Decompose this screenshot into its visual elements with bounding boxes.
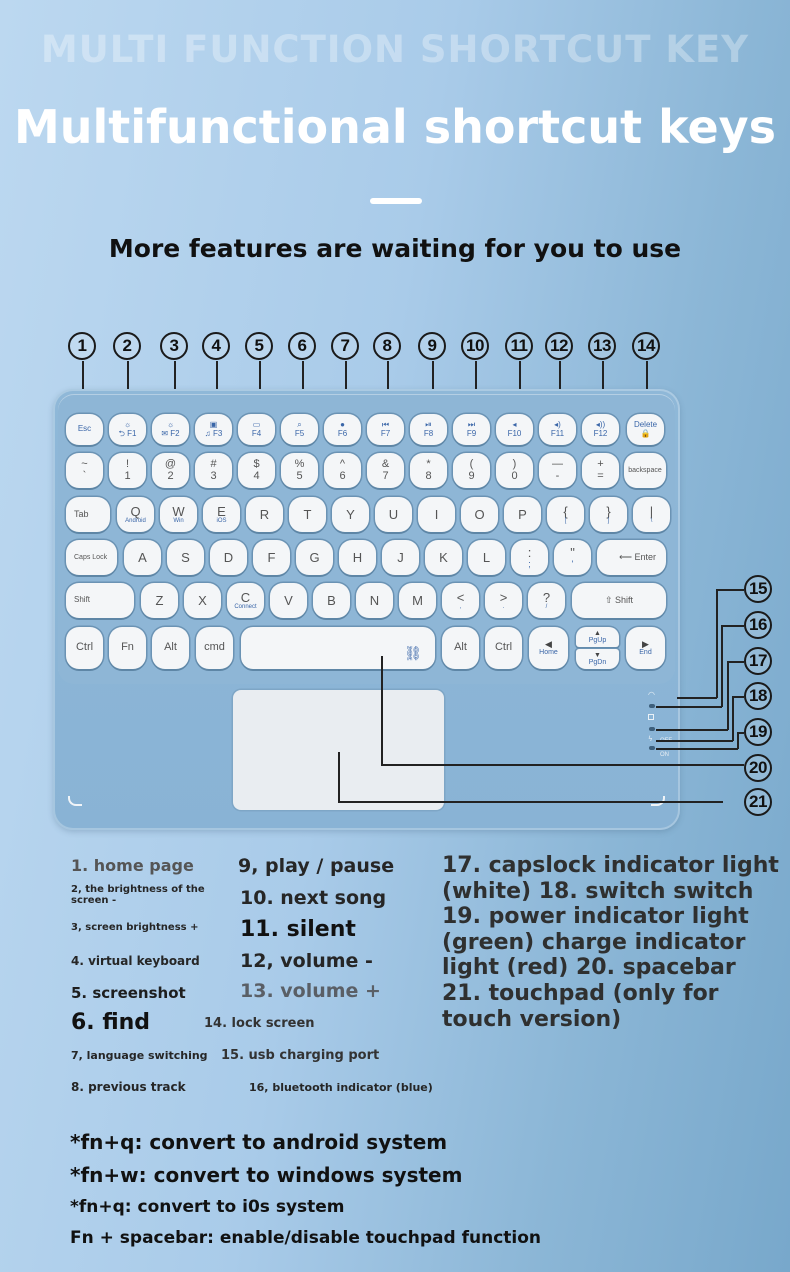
leader-20-v bbox=[381, 656, 383, 765]
key-top-label: % bbox=[294, 457, 305, 470]
leader-17-v bbox=[727, 661, 729, 730]
key-fn-12[interactable] bbox=[582, 414, 619, 445]
legend-item-16: 16, bluetooth indicator (blue) bbox=[249, 1081, 433, 1094]
key-fn-bottom-label: 🔒 bbox=[640, 428, 651, 438]
leader-17-h bbox=[727, 661, 744, 663]
key-a-6[interactable] bbox=[382, 540, 419, 575]
key-main-label: R bbox=[259, 506, 270, 522]
key-bottom-label: 2 bbox=[167, 469, 174, 482]
key-sub-label: iOS bbox=[216, 518, 227, 525]
key-main-label: } bbox=[606, 503, 611, 519]
key-main-label: E bbox=[217, 503, 226, 519]
legend-item-9: 9, play / pause bbox=[238, 855, 395, 877]
key-fn-top-label: ▭ bbox=[252, 420, 261, 430]
callout-11: 11 bbox=[505, 332, 533, 360]
key-z-8[interactable] bbox=[485, 583, 522, 618]
key-fn-11[interactable] bbox=[539, 414, 576, 445]
key-q-0[interactable] bbox=[117, 497, 154, 532]
callout-2: 2 bbox=[113, 332, 141, 360]
key-main-label: " bbox=[570, 544, 575, 560]
key-fn-9[interactable] bbox=[453, 414, 490, 445]
legend-item-6: 6. find bbox=[71, 1010, 151, 1035]
legend-item-10: 10. next song bbox=[240, 887, 387, 909]
key-main-label: D bbox=[223, 549, 234, 565]
key-fn-8[interactable] bbox=[410, 414, 447, 445]
right-arrow-icon: ▶ bbox=[642, 638, 649, 649]
leader-21 bbox=[338, 801, 723, 803]
key-fn-5[interactable] bbox=[281, 414, 318, 445]
key-bottom-label: 1 bbox=[124, 469, 131, 482]
key-home[interactable] bbox=[529, 627, 568, 669]
legend-item-2: 2, the brightness of the screen - bbox=[71, 884, 205, 906]
key-a-4[interactable] bbox=[296, 540, 333, 575]
switch-on-label: ON bbox=[660, 752, 669, 758]
key-top-label: ( bbox=[469, 457, 474, 470]
key-label: Home bbox=[539, 649, 558, 657]
key-bottom-label: 6 bbox=[339, 469, 346, 482]
key-q-10[interactable] bbox=[547, 497, 584, 532]
callout-18: 18 bbox=[744, 682, 772, 710]
key-sub-label: [ bbox=[564, 518, 567, 525]
key-label: Ctrl bbox=[494, 641, 513, 654]
legend-item-14: 14. lock screen bbox=[204, 1016, 315, 1031]
key-label: Tab bbox=[74, 508, 89, 519]
legend-item-15: 15. usb charging port bbox=[221, 1048, 380, 1063]
key-q-11[interactable] bbox=[590, 497, 627, 532]
key-z-2[interactable] bbox=[227, 583, 264, 618]
key-capslock[interactable] bbox=[66, 540, 117, 575]
key-bottom-label: - bbox=[555, 469, 560, 482]
key-num-12[interactable] bbox=[582, 453, 619, 488]
page-subtitle: More features are waiting for you to use bbox=[108, 234, 682, 263]
key-fn-top-label: ◂ bbox=[512, 420, 517, 430]
key-fn-top-label: ▣ bbox=[209, 420, 218, 430]
key-fn-top-label: ⏭ bbox=[467, 420, 476, 430]
callout-13: 13 bbox=[588, 332, 616, 360]
key-top-label: ! bbox=[125, 457, 130, 470]
bluetooth-icon: ◠ bbox=[648, 690, 655, 699]
key-main-label: Y bbox=[346, 506, 355, 522]
key-main-label: | bbox=[649, 503, 654, 519]
key-label: cmd bbox=[204, 641, 225, 654]
key-main-label: Q bbox=[130, 503, 141, 519]
indicator-led bbox=[649, 727, 655, 731]
key-main-label: B bbox=[327, 592, 336, 608]
key-a-3[interactable] bbox=[253, 540, 290, 575]
key-a-7[interactable] bbox=[425, 540, 462, 575]
key-bottom-label: 8 bbox=[425, 469, 432, 482]
leader-20 bbox=[381, 764, 744, 766]
leader-15-v bbox=[716, 589, 718, 698]
key-z-4[interactable] bbox=[313, 583, 350, 618]
legend-item-4: 4. virtual keyboard bbox=[71, 954, 200, 968]
key-sub-label: \ bbox=[650, 518, 653, 525]
key-z-6[interactable] bbox=[399, 583, 436, 618]
key-fn-0[interactable] bbox=[66, 414, 103, 445]
key-num-1[interactable] bbox=[109, 453, 146, 488]
capslock-indicator-icon bbox=[648, 714, 654, 720]
key-num-6[interactable] bbox=[324, 453, 361, 488]
key-fn-top-label: ⏮ bbox=[381, 420, 390, 430]
callout-17: 17 bbox=[744, 647, 772, 675]
key-label: Ctrl bbox=[75, 641, 94, 654]
legend-item-8: 8. previous track bbox=[71, 1080, 186, 1094]
key-main-label: ? bbox=[542, 589, 551, 605]
key-main-label: T bbox=[303, 506, 312, 522]
callout-10: 10 bbox=[461, 332, 489, 360]
leader-18 bbox=[656, 740, 733, 742]
leader-19 bbox=[656, 748, 738, 750]
key-top-label: $ bbox=[253, 457, 260, 470]
leader-19-v bbox=[737, 732, 739, 749]
power-icon: ϟ bbox=[648, 735, 653, 743]
callout-5: 5 bbox=[245, 332, 273, 360]
key-a-1[interactable] bbox=[167, 540, 204, 575]
key-main-label: C bbox=[240, 589, 251, 605]
callout-7: 7 bbox=[331, 332, 359, 360]
key-fn-bottom-label: F10 bbox=[507, 428, 522, 438]
key-main-label: S bbox=[181, 549, 190, 565]
key-a-5[interactable] bbox=[339, 540, 376, 575]
key-fn-top-label: ⌕ bbox=[297, 420, 302, 430]
legend-item-11: 11. silent bbox=[240, 917, 356, 942]
note-android: *fn+q: convert to android system bbox=[70, 1130, 448, 1154]
up-arrow-icon: ▲ bbox=[594, 629, 601, 637]
legend-item-5: 5. screenshot bbox=[71, 984, 186, 1002]
key-z-0[interactable] bbox=[141, 583, 178, 618]
key-a-10[interactable] bbox=[554, 540, 591, 575]
key-z-5[interactable] bbox=[356, 583, 393, 618]
key-top-label: ~ bbox=[81, 457, 88, 470]
key-label: backspace bbox=[628, 466, 662, 474]
key-main-label: I bbox=[434, 506, 439, 522]
key-main-label: A bbox=[138, 549, 147, 565]
leader-16-v bbox=[721, 625, 723, 707]
key-q-9[interactable] bbox=[504, 497, 541, 532]
key-num-9[interactable] bbox=[453, 453, 490, 488]
key-fn-bottom-label: F6 bbox=[337, 428, 348, 438]
left-arrow-icon: ◀ bbox=[545, 638, 552, 649]
leader-15-h bbox=[716, 589, 744, 591]
key-num-0[interactable] bbox=[66, 453, 103, 488]
callout-12: 12 bbox=[545, 332, 573, 360]
note-windows: *fn+w: convert to windows system bbox=[70, 1163, 463, 1187]
key-label: Alt bbox=[164, 641, 177, 654]
key-fn-top-label: ● bbox=[340, 420, 345, 430]
key-fn-bottom-label: F12 bbox=[593, 428, 608, 438]
key-fn-top-label: ◂)) bbox=[595, 420, 606, 430]
key-alt-r[interactable] bbox=[442, 627, 479, 669]
key-num-3[interactable] bbox=[195, 453, 232, 488]
legend-item-3: 3, screen brightness + bbox=[71, 922, 199, 933]
key-sub-label: , bbox=[459, 604, 462, 611]
key-top-label: ) bbox=[512, 457, 517, 470]
key-fn-top-label: ☼ bbox=[166, 420, 175, 430]
leader-18-v bbox=[732, 696, 734, 741]
key-sub-label: / bbox=[545, 604, 548, 611]
key-num-5[interactable] bbox=[281, 453, 318, 488]
key-fn-bottom-label: Esc bbox=[77, 424, 92, 434]
key-main-label: O bbox=[474, 506, 485, 522]
callout-20: 20 bbox=[744, 754, 772, 782]
usb-port bbox=[649, 704, 655, 708]
key-fn-2[interactable] bbox=[152, 414, 189, 445]
key-label: PgDn bbox=[588, 659, 607, 666]
callout-14: 14 bbox=[632, 332, 660, 360]
page-title: Multifunctional shortcut keys bbox=[13, 100, 777, 154]
key-fn-bottom-label: ♫ F3 bbox=[204, 428, 223, 438]
key-top-label: * bbox=[426, 457, 431, 470]
key-q-6[interactable] bbox=[375, 497, 412, 532]
key-top-label: @ bbox=[164, 457, 177, 470]
key-num-10[interactable] bbox=[496, 453, 533, 488]
key-alt[interactable] bbox=[152, 627, 189, 669]
key-fn-bottom-label: ⮌ F1 bbox=[118, 428, 137, 438]
legend-item-1: 1. home page bbox=[71, 856, 194, 875]
link-icon: ⛓ bbox=[404, 644, 422, 661]
key-z-9[interactable] bbox=[528, 583, 565, 618]
key-a-2[interactable] bbox=[210, 540, 247, 575]
key-bottom-label: 5 bbox=[296, 469, 303, 482]
key-main-label: F bbox=[267, 549, 276, 565]
key-fn-bottom-label: F4 bbox=[251, 428, 262, 438]
key-q-12[interactable] bbox=[633, 497, 670, 532]
key-main-label: H bbox=[352, 549, 363, 565]
key-ctrl-r[interactable] bbox=[485, 627, 522, 669]
leader-19-h bbox=[737, 732, 744, 734]
key-fn-bottom-label: F5 bbox=[294, 428, 305, 438]
key-fn-top-label: ☼ bbox=[123, 420, 132, 430]
key-top-label: ^ bbox=[339, 457, 346, 470]
power-switch[interactable] bbox=[649, 746, 655, 750]
note-ios: *fn+q: convert to i0s system bbox=[70, 1197, 345, 1217]
key-fn-bottom-label: ✉ F2 bbox=[161, 428, 180, 438]
key-shift-right[interactable] bbox=[572, 583, 666, 618]
key-fn-bottom-label: F8 bbox=[423, 428, 434, 438]
key-spacebar[interactable] bbox=[241, 627, 435, 669]
key-main-label: > bbox=[499, 589, 508, 605]
key-bottom-label: 9 bbox=[468, 469, 475, 482]
key-main-label: M bbox=[412, 592, 423, 608]
key-sub-label: Android bbox=[125, 518, 146, 525]
key-sub-label: . bbox=[502, 604, 505, 611]
key-sub-label: ' bbox=[571, 558, 574, 569]
key-main-label: Z bbox=[155, 592, 164, 608]
key-label: Fn bbox=[121, 641, 134, 654]
key-a-9[interactable] bbox=[511, 540, 548, 575]
legend-items-17-21: 17. capslock indicator light (white) 18. switch switch 19. power indicator light (green) charge indicator light (red) 20. spacebar 21. touchpad (only for touch version) bbox=[442, 853, 779, 1032]
key-label: Caps Lock bbox=[74, 553, 108, 561]
key-label: PgUp bbox=[588, 637, 607, 644]
key-bottom-label: ` bbox=[82, 469, 87, 482]
key-q-2[interactable] bbox=[203, 497, 240, 532]
key-main-label: V bbox=[284, 592, 293, 608]
key-sub-label: Connect bbox=[234, 604, 257, 611]
leader-15 bbox=[677, 697, 717, 699]
note-touchpad: Fn + spacebar: enable/disable touchpad function bbox=[70, 1228, 542, 1248]
key-num-7[interactable] bbox=[367, 453, 404, 488]
key-bottom-label: 0 bbox=[511, 469, 518, 482]
key-top-label: & bbox=[381, 457, 390, 470]
leader-21-v bbox=[338, 752, 340, 802]
key-end[interactable] bbox=[626, 627, 665, 669]
key-main-label: W bbox=[172, 503, 185, 519]
key-pgup[interactable] bbox=[576, 627, 619, 647]
key-num-4[interactable] bbox=[238, 453, 275, 488]
key-main-label: K bbox=[439, 549, 448, 565]
key-main-label: U bbox=[388, 506, 399, 522]
key-main-label: J bbox=[397, 549, 404, 565]
key-fn-top-label: Delete bbox=[633, 420, 658, 430]
key-main-label: L bbox=[482, 549, 491, 565]
leader-18-h bbox=[732, 696, 744, 698]
callout-21: 21 bbox=[744, 788, 772, 816]
key-cmd[interactable] bbox=[196, 627, 233, 669]
key-fn-1[interactable] bbox=[109, 414, 146, 445]
callout-6: 6 bbox=[288, 332, 316, 360]
callout-4: 4 bbox=[202, 332, 230, 360]
down-arrow-icon: ▼ bbox=[594, 651, 601, 659]
key-pgdn[interactable] bbox=[576, 649, 619, 669]
legend-item-7: 7, language switching bbox=[71, 1049, 208, 1062]
leader-17 bbox=[656, 729, 728, 731]
key-num-2[interactable] bbox=[152, 453, 189, 488]
key-tab[interactable] bbox=[66, 497, 110, 532]
key-ctrl[interactable] bbox=[66, 627, 103, 669]
key-main-label: G bbox=[309, 549, 320, 565]
callout-1: 1 bbox=[68, 332, 96, 360]
leader-16-h bbox=[721, 625, 744, 627]
key-top-label: + bbox=[597, 457, 604, 470]
background-title: MULTI FUNCTION SHORTCUT KEY bbox=[40, 28, 750, 71]
callout-8: 8 bbox=[373, 332, 401, 360]
key-label: Alt bbox=[454, 641, 467, 654]
key-main-label: P bbox=[518, 506, 527, 522]
key-fn-7[interactable] bbox=[367, 414, 404, 445]
callout-15: 15 bbox=[744, 575, 772, 603]
key-label: ⟵ Enter bbox=[619, 551, 656, 562]
key-sub-label: ] bbox=[607, 518, 610, 525]
key-enter[interactable] bbox=[597, 540, 666, 575]
key-z-1[interactable] bbox=[184, 583, 221, 618]
key-q-7[interactable] bbox=[418, 497, 455, 532]
legend-item-12: 12, volume - bbox=[240, 950, 373, 972]
key-fn-10[interactable] bbox=[496, 414, 533, 445]
key-q-5[interactable] bbox=[332, 497, 369, 532]
key-num-8[interactable] bbox=[410, 453, 447, 488]
key-q-4[interactable] bbox=[289, 497, 326, 532]
key-fn-13[interactable] bbox=[627, 414, 664, 445]
key-bottom-label: 7 bbox=[382, 469, 389, 482]
key-bottom-label: 3 bbox=[210, 469, 217, 482]
key-label: ⇧ Shift bbox=[604, 594, 634, 605]
callout-16: 16 bbox=[744, 611, 772, 639]
key-sub-label: ; bbox=[528, 558, 531, 569]
key-z-7[interactable] bbox=[442, 583, 479, 618]
key-main-label: { bbox=[563, 503, 568, 519]
key-bottom-label: = bbox=[597, 469, 604, 482]
key-q-8[interactable] bbox=[461, 497, 498, 532]
key-a-8[interactable] bbox=[468, 540, 505, 575]
callout-3: 3 bbox=[160, 332, 188, 360]
key-z-3[interactable] bbox=[270, 583, 307, 618]
key-label: Shift bbox=[74, 595, 91, 605]
key-sub-label: Win bbox=[173, 518, 184, 525]
callout-19: 19 bbox=[744, 718, 772, 746]
key-fn-top-label: ◂) bbox=[554, 420, 561, 430]
key-fn-bottom-label: F9 bbox=[466, 428, 477, 438]
key-a-0[interactable] bbox=[124, 540, 161, 575]
key-bottom-label: 4 bbox=[253, 469, 260, 482]
key-shift-left[interactable] bbox=[66, 583, 134, 618]
key-fn-bottom-label: F7 bbox=[380, 428, 391, 438]
key-q-1[interactable] bbox=[160, 497, 197, 532]
key-main-label: < bbox=[456, 589, 465, 605]
key-main-label: : bbox=[527, 544, 532, 560]
key-main-label: X bbox=[198, 592, 207, 608]
key-main-label: N bbox=[369, 592, 380, 608]
key-num-11[interactable] bbox=[539, 453, 576, 488]
legend-item-13: 13. volume + bbox=[240, 980, 381, 1002]
title-divider bbox=[370, 198, 422, 204]
key-q-3[interactable] bbox=[246, 497, 283, 532]
key-label: End bbox=[639, 649, 652, 657]
key-fn-4[interactable] bbox=[238, 414, 275, 445]
key-fn-6[interactable] bbox=[324, 414, 361, 445]
leader-16 bbox=[656, 706, 722, 708]
key-backspace[interactable] bbox=[624, 453, 666, 488]
key-top-label: # bbox=[210, 457, 217, 470]
key-fn-top-label: ⏯ bbox=[425, 420, 432, 430]
key-fn-3[interactable] bbox=[195, 414, 232, 445]
key-fn[interactable] bbox=[109, 627, 146, 669]
callout-9: 9 bbox=[418, 332, 446, 360]
key-fn-bottom-label: F11 bbox=[550, 428, 565, 438]
key-top-label: — bbox=[552, 457, 563, 470]
